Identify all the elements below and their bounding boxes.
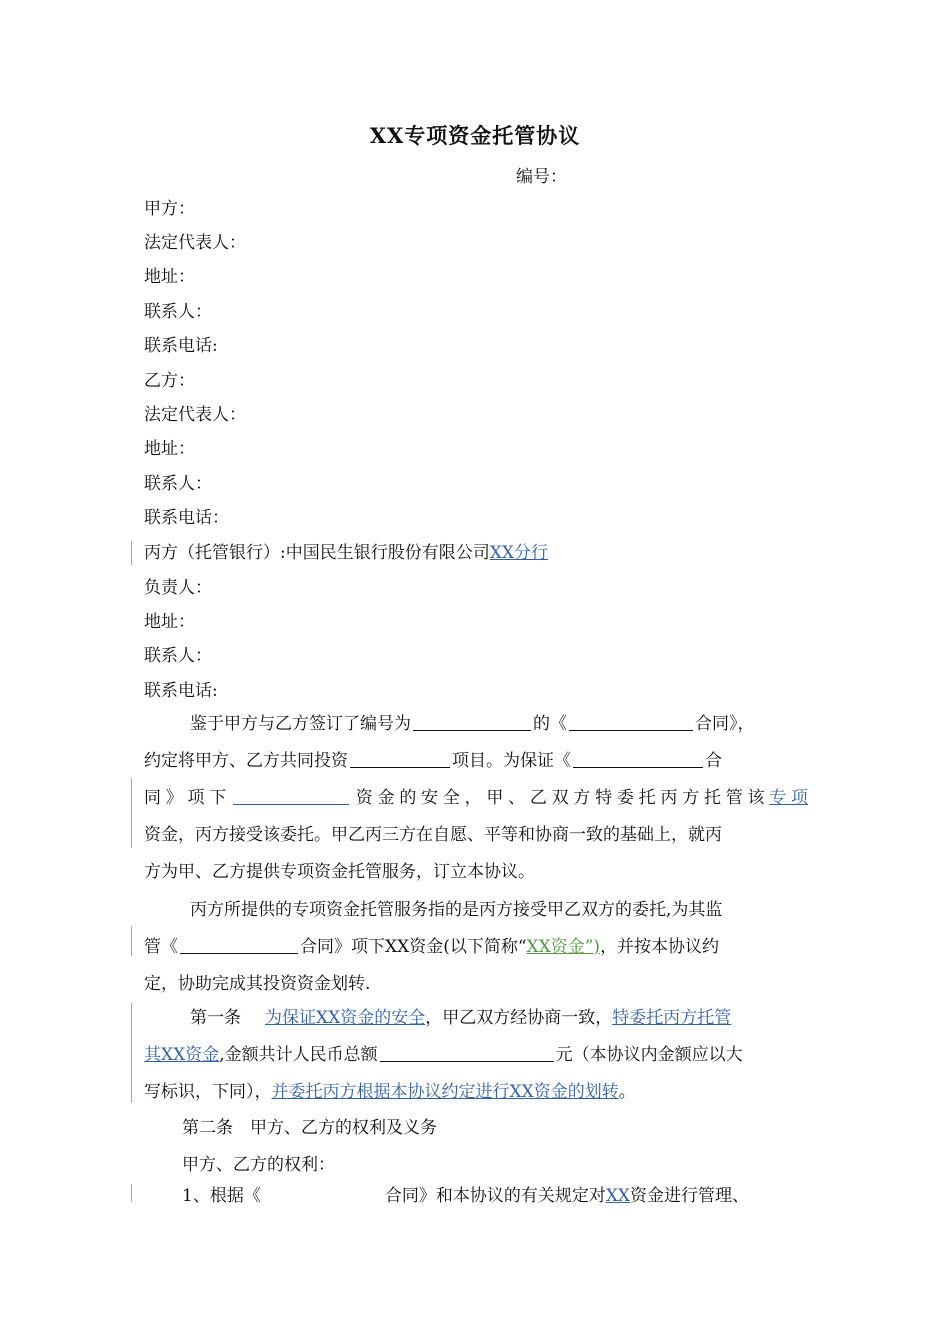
party-c-phone: 联系电话:	[144, 681, 218, 701]
article-1-line: 写标识，下同），并委托丙方根据本协议约定进行XX资金的划转。	[144, 1082, 636, 1102]
recital-line: 鉴于甲方与乙方签订了编号为 的《 合同》，	[190, 714, 755, 734]
contract-name-blank	[180, 952, 298, 954]
recital-line: 方为甲、乙方提供专项资金托管服务，订立本协议。	[144, 862, 535, 882]
contract-number-blank	[413, 729, 531, 731]
party-a-label: 甲方：	[144, 199, 195, 219]
party-c-address: 地址：	[144, 612, 195, 632]
party-c-label: 丙方（托管银行）:中国民生银行股份有限公司	[144, 543, 490, 563]
party-b-label: 乙方：	[144, 371, 195, 391]
transfer-link[interactable]: 并委托丙方根据本协议约定进行XX资金的划转	[271, 1082, 619, 1102]
party-b-address: 地址：	[144, 439, 195, 459]
recital-paragraph	[144, 706, 808, 891]
project-name-blank	[350, 766, 450, 768]
branch-link[interactable]: XX分行	[489, 543, 548, 563]
document-title: XX专项资金托管协议	[369, 123, 581, 148]
serial-number-label: 编号：	[516, 167, 567, 187]
party-c-contact: 联系人：	[144, 646, 212, 666]
recital-line: 资金，丙方接受该委托。甲乙丙三方在自愿、平等和协商一致的基础上，就丙	[144, 825, 722, 845]
party-a-phone: 联系电话:	[144, 336, 218, 356]
article-2-item-line: 1、根据《 合同》和本协议的有关规定对XX资金进行管理、	[182, 1186, 750, 1206]
xx-fund-link[interactable]: 其XX资金	[144, 1045, 220, 1065]
special-fund-link[interactable]: 专项	[769, 788, 809, 808]
party-c-principal: 负责人：	[144, 578, 212, 598]
article-2	[144, 1110, 808, 1184]
revision-bar	[131, 1003, 132, 1103]
amount-blank	[380, 1060, 554, 1062]
custody-link[interactable]: 特委托丙方托管	[612, 1008, 732, 1028]
party-c-line	[144, 541, 548, 565]
fund-safety-link[interactable]: 为保证XX资金的安全	[265, 1008, 426, 1028]
article-1-line: 第一条 为保证XX资金的安全，甲乙双方经协商一致，特委托丙方托管	[190, 1008, 732, 1028]
contract-name-blank	[573, 766, 703, 768]
party-b-contact: 联系人：	[144, 474, 212, 494]
article-1	[144, 1000, 808, 1111]
xx-fund-term[interactable]: XX资金”)	[526, 937, 601, 957]
article-2-heading: 第二条 甲方、乙方的权利及义务	[182, 1118, 437, 1138]
party-a-legal-rep: 法定代表人：	[144, 233, 246, 253]
revision-bar	[131, 926, 132, 956]
article-2-item-1	[144, 1178, 824, 1215]
party-a-contact: 联系人：	[144, 302, 212, 322]
service-line: 丙方所提供的专项资金托管服务指的是丙方接受甲乙双方的委托,为其监	[190, 900, 723, 920]
party-a-address: 地址：	[144, 267, 195, 287]
contract-name-blank	[569, 729, 693, 731]
service-paragraph	[144, 892, 808, 1003]
article-1-line: 其XX资金,金额共计人民币总额 元（本协议内金额应以大	[144, 1045, 743, 1065]
service-line: 定，协助完成其投资资金划转.	[144, 974, 371, 994]
fund-name-blank	[233, 803, 349, 805]
xx-link[interactable]: XX	[605, 1186, 631, 1206]
recital-line: 约定将甲方、乙方共同投资 项目。为保证《 合	[144, 751, 722, 771]
service-line: 管《 合同》项下XX资金(以下简称“XX资金”)，并按本协议约	[144, 937, 720, 957]
revision-bar	[131, 541, 132, 565]
revision-bar	[131, 778, 132, 848]
party-b-legal-rep: 法定代表人：	[144, 405, 246, 425]
revision-bar	[131, 1184, 132, 1202]
party-b-phone: 联系电话：	[144, 508, 229, 528]
article-2-rights: 甲方、乙方的权利：	[182, 1155, 335, 1175]
recital-line: 同》项下 资金的安全，甲、乙双方特委托丙方托管该专项	[144, 788, 809, 808]
